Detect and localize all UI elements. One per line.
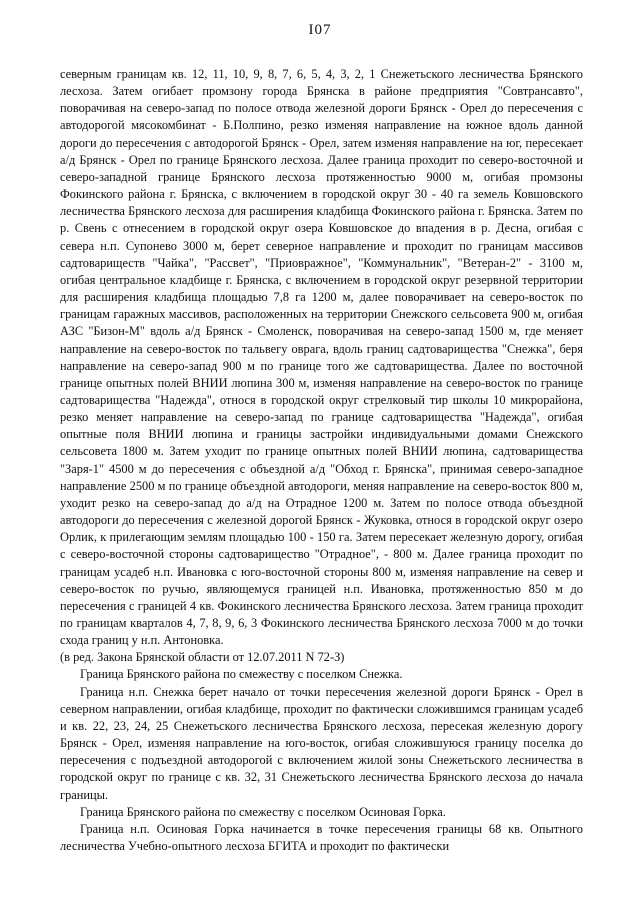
paragraph-amendment-note: (в ред. Закона Брянской области от 12.07.2011 N 72-З) — [60, 650, 345, 665]
paragraph-heading-osinovaya-gorka: Граница Брянского района по смежеству с поселком Осиновая Горка. — [80, 804, 446, 819]
document-body — [60, 66, 583, 855]
page-number: I07 — [308, 22, 332, 38]
paragraph-boundary-description: северным границам кв. 12, 11, 10, 9, 8, 7, 6, 5, 4, 3, 2, 1 Снежетьского лесничества Брянского лесхоза. Затем огибает промзону города Брянска в районе предприятия "Совтрансавто", поворачивая на северо-запад по полосе отвода железной дороги Брянск - Орел до пересечения с автодорогой мясокомбинат - Б.Полпино, резко изменяя направление на южное вдоль данной дороги до пересечения с автодорогой Брянск - Орел, затем изменяя направление на юг, пересекает а/д Брянск - Орел по границе Брянского лесхоза. Далее граница проходит по северо-восточной и северо-западной границе Брянского лесхоза протяженностью 9000 м, огибая промзоны Фокинского района г. Брянска, с включением в городской округ 30 - 40 га земель Ковшовского лесничества Брянского лесхоза для расширения кладбища Фокинского района г. Брянска. Затем по р. Свень с отнесением в городской округ озера Ковшовское до впадения в р. Десна, огибая с севера н.п. Супонево 3000 м, берет северное направление и проходит по границам массивов садтовариществ "Чайка", "Рассвет", "Приовражное", "Коммунальник", "Ветеран-2" - 3100 м, огибая центральное кладбище г. Брянска, с включением в городской округ резервной территории для расширения кладбища площадью 7,8 га 1200 м, далее поворачивает на северо-восток по границам гаражных массивов, расположенных на территории Снежского сельсовета 900 м, огибая АЗС "Бизон-М" вдоль а/д Брянск - Смоленск, поворачивая на северо-запад 1500 м, где меняет направление на северо-восток по тальвегу оврага, вдоль границ садтоварищества "Снежка", беря направление на северо-запад 900 м по границе того же садтоварищества. Далее по восточной границе опытных полей ВНИИ люпина 300 м, изменяя направление на северо-восток по границе садтоварищества "Надежда", относя в городской округ стрелковый тир школы 10 микрорайона, резко меняет направление на северо-запад по границе садтоварищества "Надежда", огибая опытные поля ВНИИ люпина и границы застройки индивидуальными домами Снежского сельсовета 1800 м. Затем уходит по границе опытных полей ВНИИ люпина, садтоварищества "Заря-1" 4500 м до пересечения с объездной а/д "Обход г. Брянска", принимая северо-западное направление 2500 м по границе объездной автодороги, меняя направление на северо-восток 800 м, уходит резко на северо-запад до а/д на Отрадное 1200 м. Затем по полосе отвода объездной автодороги до пересечения с железной дорогой Брянск - Жуковка, относя в городской округ озеро Орлик, к прилегающим землям площадью 100 - 150 га. Затем пересекает железную дорогу, огибая с северо-восточной стороны садтоварищество "Отрадное", - 800 м. Далее граница проходит по границам усадеб н.п. Ивановка с юго-восточной стороны 800 м, изменяя направление на север и северо-восток по ручью, являющемуся границей н.п. Ивановка, протяженностью 850 м до пересечения с границей 4 кв. Фокинского лесничества Брянского лесхоза. Затем граница проходит по границам кварталов 4, 7, 8, 9, 6, 3 Фокинского лесничества Брянского лесхоза 7000 м до точки схода границ у н.п. Антоновка. — [60, 67, 583, 648]
paragraph-snezhka-boundary: Граница н.п. Снежка берет начало от точки пересечения железной дороги Брянск - Орел в северном направлении, огибая кладбище, проходит по фактически сложившимся границам усадеб и кв. 22, 23, 24, 25 Снежетьского лесничества Брянского лесхоза, пересекая железную дорогу Брянск - Орел, изменяя направление на юго-восток, огибая сложившуюся границу поселка до пересечения с подъездной автодорогой с включением жилой зоны Снежетьского лесничества в городской округ по границе с кв. 32, 31 Снежетьского лесничества Брянского лесхоза до начала границы. — [60, 684, 583, 802]
paragraph-heading-snezhka: Граница Брянского района по смежеству с поселком Снежка. — [80, 667, 403, 682]
paragraph-osinovaya-gorka-boundary: Граница н.п. Осиновая Горка начинается в точке пересечения границы 68 кв. Опытного лесничества Учебно-опытного лесхоза БГИТА и проходит по фактически — [60, 821, 583, 854]
